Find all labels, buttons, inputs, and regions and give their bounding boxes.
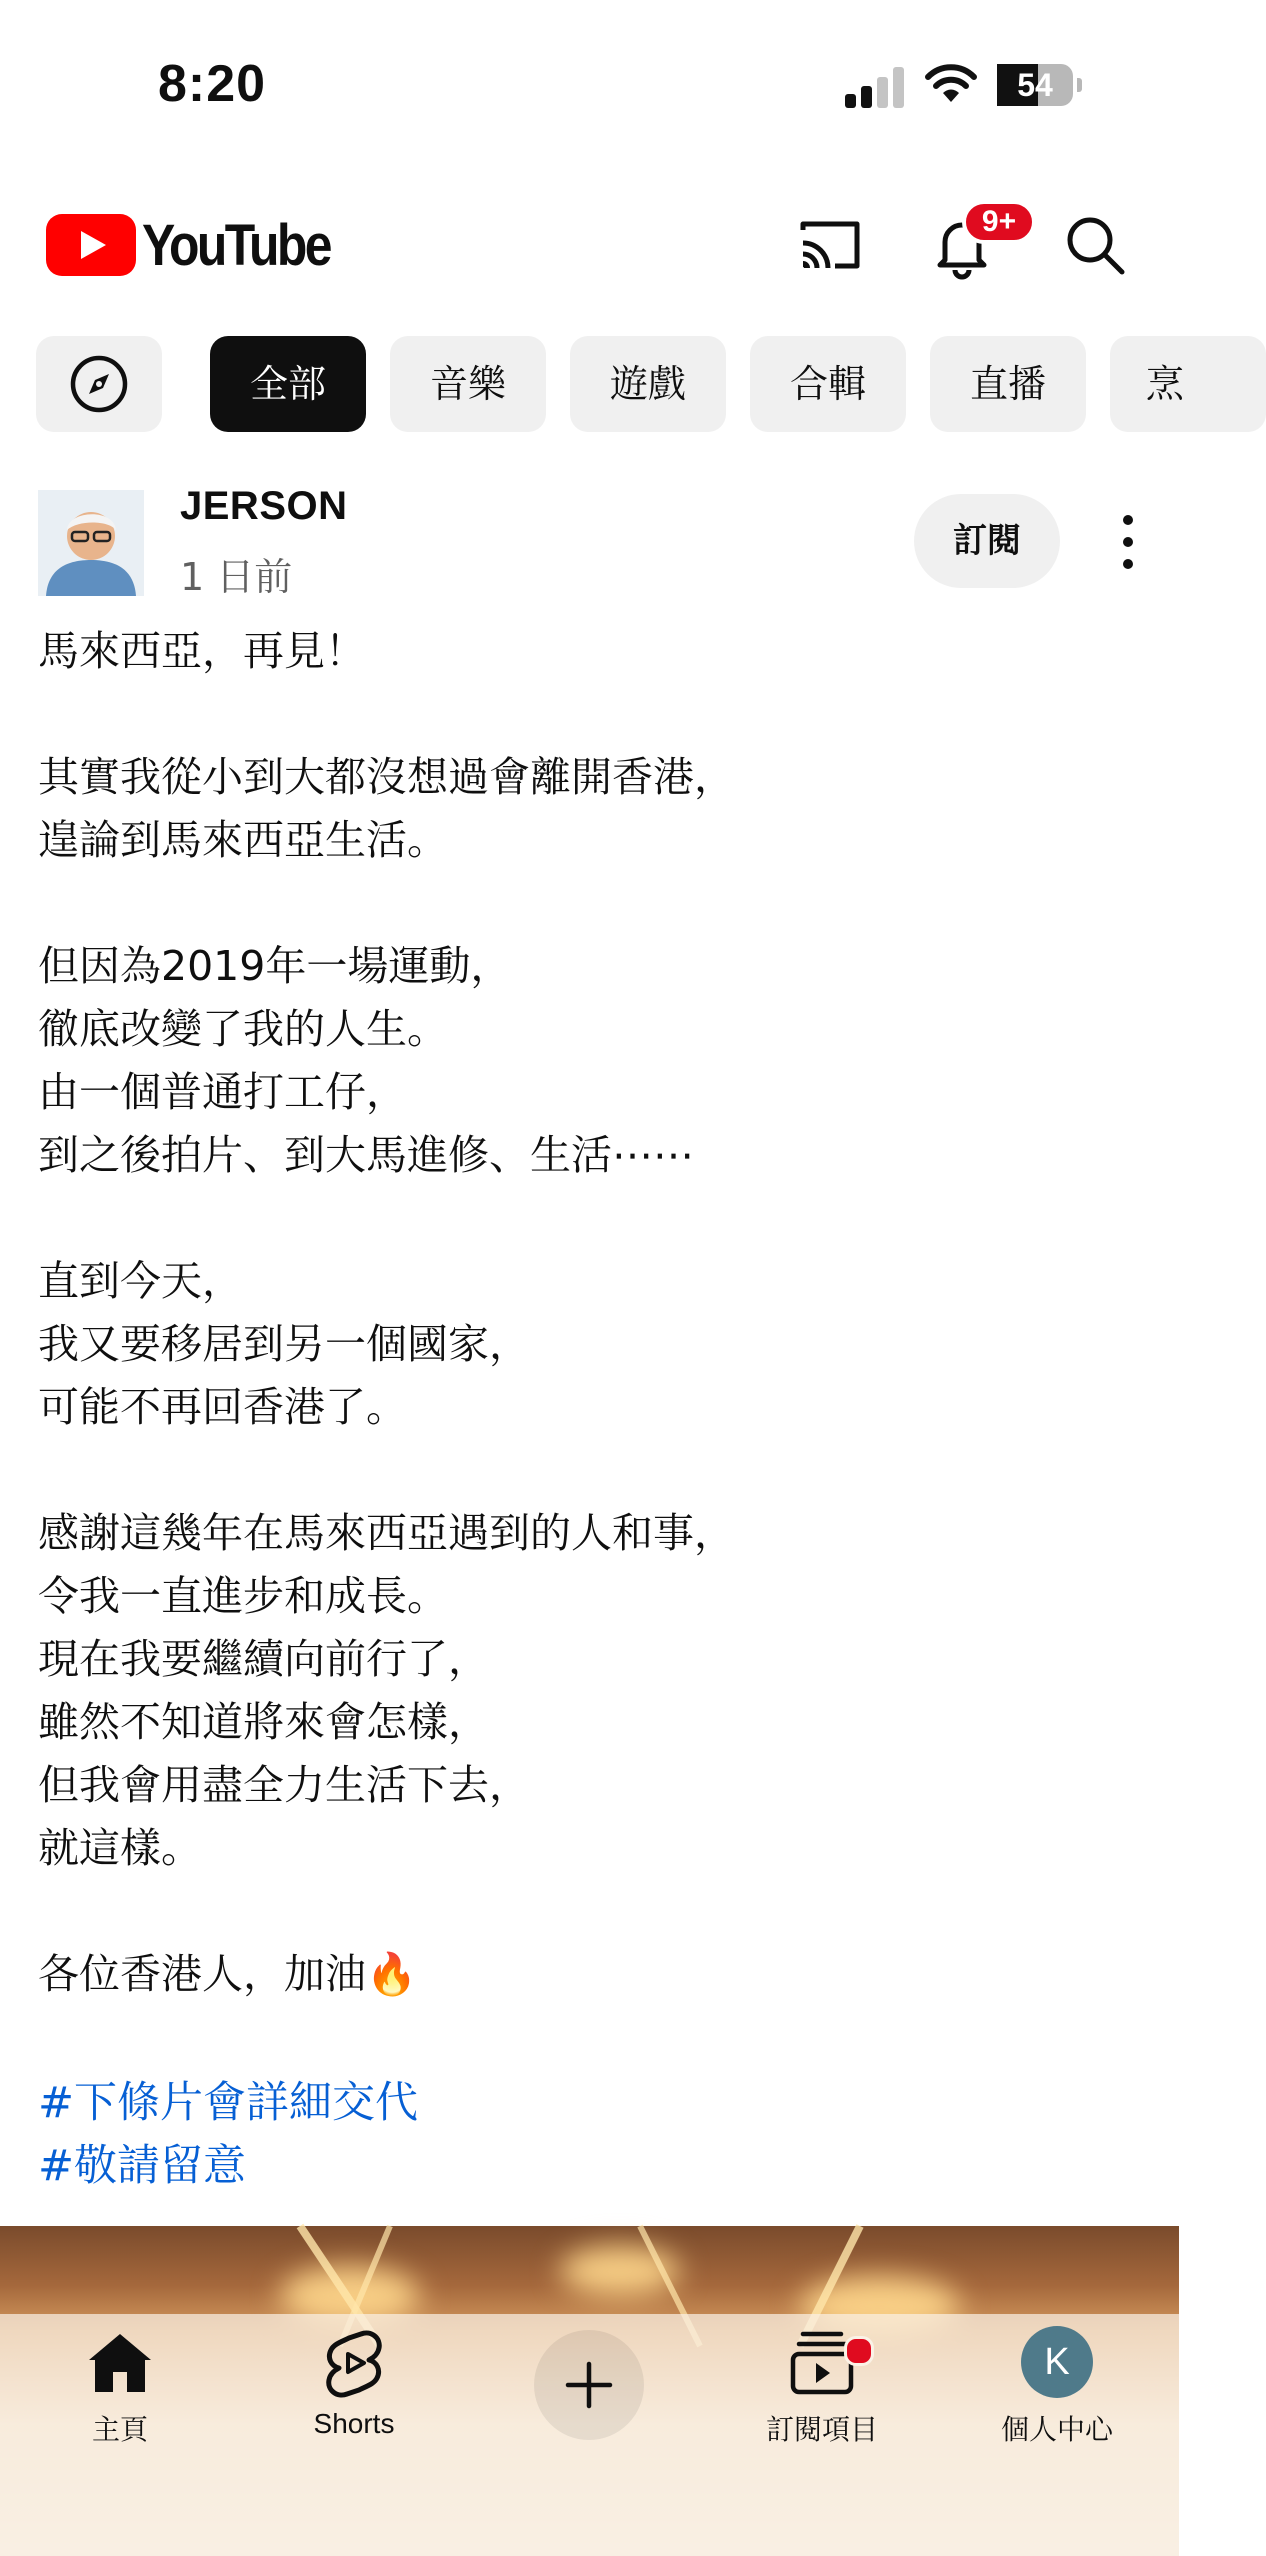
channel-name[interactable]: JERSON — [180, 484, 348, 528]
youtube-logo[interactable] — [46, 210, 360, 280]
create-button[interactable] — [534, 2330, 644, 2440]
chip-all[interactable]: 全部 — [210, 336, 366, 432]
status-time: 8:20 — [158, 55, 267, 113]
hashtag-link[interactable]: #下條片會詳細交代 — [38, 2078, 419, 2128]
chip-live[interactable]: 直播 — [930, 336, 1086, 432]
chip-cooking[interactable]: 烹 — [1110, 336, 1266, 432]
post-line: 就這樣。 — [38, 1824, 202, 1872]
nav-home-label: 主頁 — [91, 2413, 148, 2446]
subscriptions-icon — [787, 2328, 857, 2398]
post-line: 馬來西亞，再見！ — [38, 627, 366, 675]
post-time: 1 日前 — [180, 555, 293, 599]
new-content-dot — [844, 2336, 874, 2366]
nav-subscriptions[interactable] — [722, 2314, 922, 2514]
cellular-signal-icon — [845, 64, 905, 108]
nav-you-label: 個人中心 — [1000, 2413, 1113, 2446]
chip-music[interactable]: 音樂 — [390, 336, 546, 432]
channel-avatar[interactable] — [38, 490, 144, 596]
category-chips — [0, 336, 1185, 432]
nav-shorts[interactable] — [254, 2314, 454, 2514]
hashtag-link[interactable]: #敬請留意 — [38, 2141, 247, 2191]
post-line: 但因為2019年一場運動， — [38, 942, 512, 990]
wifi-icon — [923, 62, 979, 106]
plus-icon — [564, 2360, 614, 2410]
post-line: 令我一直進步和成長。 — [38, 1572, 448, 1620]
post-line: 但我會用盡全力生活下去， — [38, 1761, 530, 1809]
post-line: 我又要移居到另一個國家， — [38, 1320, 530, 1368]
post-blank-line — [38, 1439, 1138, 1502]
post-line: 雖然不知道將來會怎樣， — [38, 1698, 489, 1746]
post-line: 直到今天， — [38, 1257, 243, 1305]
post-blank-line — [38, 1187, 1138, 1250]
notification-badge: 9+ — [962, 200, 1036, 244]
more-options-icon[interactable] — [1108, 510, 1148, 574]
post-line: 遑論到馬來西亞生活。 — [38, 816, 448, 864]
nav-you[interactable] — [957, 2314, 1157, 2514]
chip-mixes[interactable]: 合輯 — [750, 336, 906, 432]
post-blank-line — [38, 1880, 1138, 1943]
post-line: 徹底改變了我的人生。 — [38, 1005, 448, 1053]
search-icon[interactable] — [1060, 210, 1130, 280]
post-line: 可能不再回香港了。 — [38, 1383, 407, 1431]
post-line: 到之後拍片、到大馬進修、生活⋯⋯ — [38, 1131, 694, 1179]
post-blank-line — [38, 683, 1138, 746]
nav-home[interactable] — [20, 2314, 220, 2514]
post-blank-line — [38, 872, 1138, 935]
subscribe-button[interactable]: 訂閱 — [914, 494, 1060, 588]
battery-percentage: 54 — [1017, 67, 1053, 103]
compass-icon — [69, 354, 129, 414]
post-line: 現在我要繼續向前行了， — [38, 1635, 489, 1683]
post-line: 各位香港人，加油🔥 — [38, 1950, 418, 1998]
post-line: 由一個普通打工仔， — [38, 1068, 407, 1116]
channel-avatar-image — [38, 490, 144, 596]
explore-button[interactable] — [36, 336, 162, 432]
post-line: 其實我從小到大都沒想過會離開香港， — [38, 753, 735, 801]
cast-icon[interactable] — [795, 210, 865, 280]
user-avatar: K — [1021, 2326, 1093, 2398]
shorts-icon — [319, 2328, 389, 2398]
chip-gaming[interactable]: 遊戲 — [570, 336, 726, 432]
home-icon — [85, 2328, 155, 2398]
battery-icon — [997, 64, 1073, 106]
status-bar — [0, 0, 1179, 150]
youtube-play-icon — [46, 214, 136, 276]
post-line: 感謝這幾年在馬來西亞遇到的人和事， — [38, 1509, 735, 1557]
nav-subscriptions-label: 訂閱項目 — [765, 2413, 878, 2446]
nav-shorts-label: Shorts — [313, 2408, 395, 2439]
app-header — [0, 190, 1179, 310]
bottom-navigation — [0, 2314, 1179, 2556]
app-name: YouTube — [142, 212, 330, 278]
post-body — [38, 620, 1138, 2006]
